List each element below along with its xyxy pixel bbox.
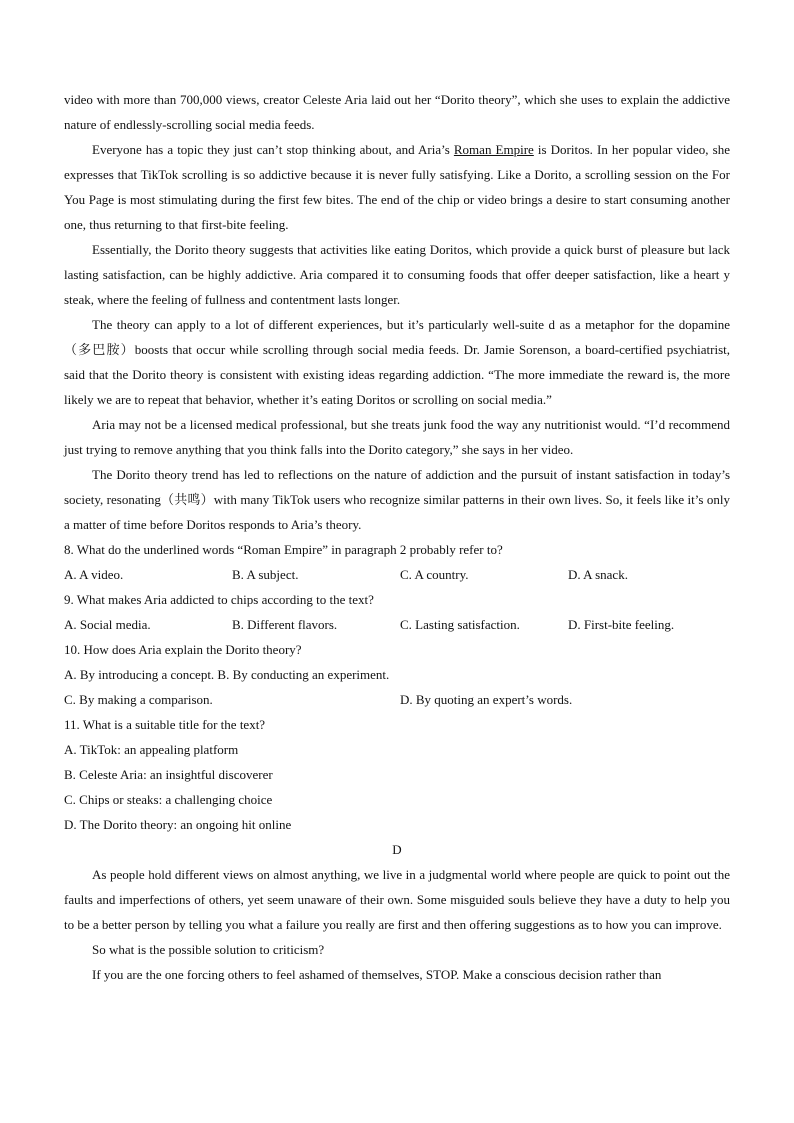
passage-d-paragraph-2: So what is the possible solution to criticism? (92, 942, 325, 957)
option-b: B. A subject. (232, 567, 299, 582)
passage-c-paragraph-3: Essentially, the Dorito theory suggests that activities like eating Doritos, which provide a quick burst of pleasure but lack lasting satisfaction, can be highly addictive. Aria compared it to consuming foods that offer deeper satisfaction, like a heart y steak, where the feeling of fullness and contentment lasts longer. (64, 242, 730, 307)
passage-d-paragraph-1: As people hold different views on almost anything, we live in a judgmental world where people are quick to point out the faults and imperfections of others, yet seem unaware of their own. Some misguided souls believe they have a duty to help you to be a better person by telling you what a failure you really are first and then offering suggestions as to how you can improve. (64, 867, 730, 932)
question-10-options-cd (64, 687, 730, 712)
option-b: B. Celeste Aria: an insightful discoverer (64, 767, 273, 782)
passage-d-paragraph-3: If you are the one forcing others to feel ashamed of themselves, STOP. Make a conscious decision rather than (92, 967, 662, 982)
passage-c-paragraph-1: video with more than 700,000 views, creator Celeste Aria laid out her “Dorito theory”, which she uses to explain the addictive nature of endlessly-scrolling social media feeds. (64, 92, 730, 132)
option-c: C. By making a comparison. (64, 692, 213, 707)
question-9-stem: 9. What makes Aria addicted to chips according to the text? (64, 592, 374, 607)
passage-c-paragraph-4: The theory can apply to a lot of different experiences, but it’s particularly well-suite d as a metaphor for the dopamine（多巴胺）boosts that occur while scrolling through social media feeds. Dr. Jamie Sorenson, a board-certified psychiatrist, said that the Dorito theory is consistent with existing ideas regarding addiction. “The more immediate the reward is, the more likely we are to repeat that behavior, whether it’s eating Doritos or scrolling on social media.” (64, 317, 730, 407)
option-d: D. By quoting an expert’s words. (400, 692, 573, 707)
passage-d-heading: D (392, 842, 402, 857)
question-10-stem: 10. How does Aria explain the Dorito theory? (64, 642, 302, 657)
paragraph-2-text-start: Everyone has a topic they just can’t stop thinking about, and Aria’s (92, 142, 454, 157)
option-a: A. TikTok: an appealing platform (64, 742, 239, 757)
question-11-stem: 11. What is a suitable title for the text? (64, 717, 266, 732)
exam-page (64, 87, 730, 987)
question-10-options-ab: A. By introducing a concept. B. By conducting an experiment. (64, 667, 390, 682)
question-8-options (64, 562, 730, 587)
option-c: C. A country. (400, 567, 469, 582)
option-a: A. A video. (64, 567, 124, 582)
passage-c-paragraph-2 (64, 137, 730, 237)
option-b: B. Different flavors. (232, 617, 338, 632)
option-d: D. First-bite feeling. (568, 617, 675, 632)
option-c: C. Lasting satisfaction. (400, 617, 520, 632)
underlined-phrase: Roman Empire (453, 142, 534, 157)
question-9-options (64, 612, 730, 637)
option-a: A. Social media. (64, 617, 151, 632)
passage-c-paragraph-6: The Dorito theory trend has led to reflections on the nature of addiction and the pursuit of instant satisfaction in today’s society, resonating（共鸣）with many TikTok users who recognize similar patterns in their own lives. So, it feels like it’s only a matter of time before Doritos responds to Aria’s theory. (64, 467, 730, 532)
option-d: D. The Dorito theory: an ongoing hit online (64, 817, 292, 832)
paragraph-2-text-end: is Doritos. In her popular video, she expresses that TikTok scrolling is so addictive because it is never fully satisfying. Like a Dorito, a scrolling session on the For You Page is most stimulating during the first few bites. The end of the chip or video brings a desire to start consuming another one, thus returning to that first-bite feeling. (64, 142, 730, 232)
passage-c-paragraph-5: Aria may not be a licensed medical professional, but she treats junk food the way any nutritionist would. “I’d recommend just trying to remove anything that you think falls into the Dorito category,” she says in her video. (64, 417, 730, 457)
question-8-stem: 8. What do the underlined words “Roman Empire” in paragraph 2 probably refer to? (64, 542, 503, 557)
option-d: D. A snack. (568, 567, 628, 582)
option-c: C. Chips or steaks: a challenging choice (64, 792, 273, 807)
